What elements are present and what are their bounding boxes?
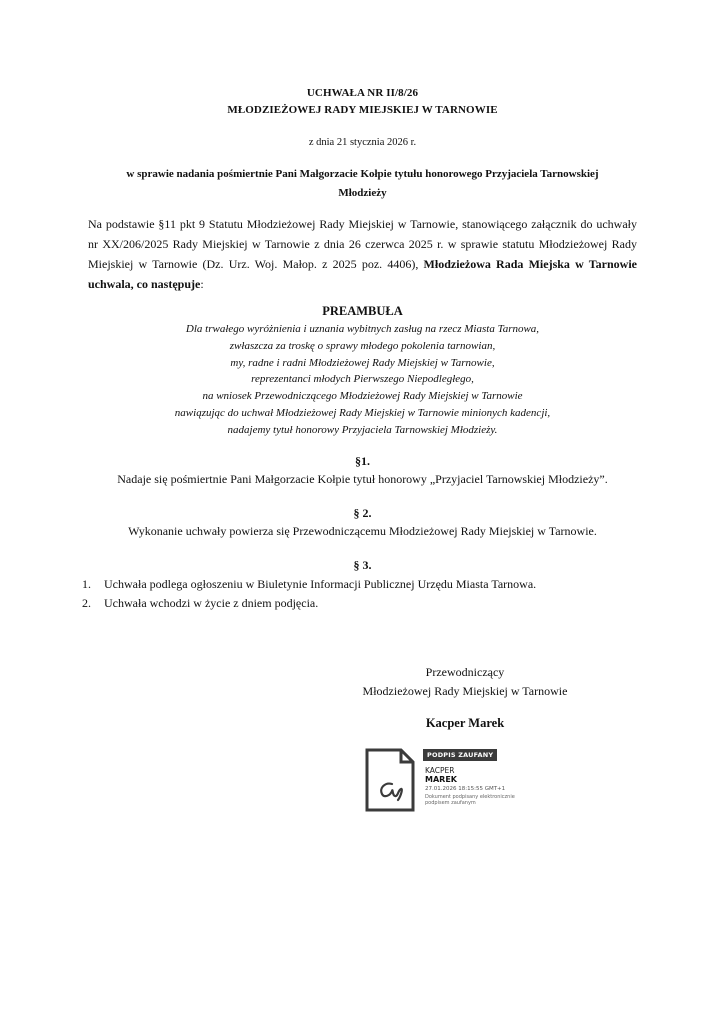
council-name: MŁODZIEŻOWEJ RADY MIEJSKIEJ W TARNOWIE — [227, 104, 498, 116]
signer-last-name: MAREK — [425, 775, 457, 784]
legal-basis-paragraph — [88, 214, 637, 294]
list-item-text: Uchwała wchodzi w życie z dniem podjęcia. — [104, 596, 319, 610]
resolution-subject — [88, 165, 637, 203]
signer-first-name: KACPER — [425, 766, 455, 775]
preamble-heading: PREAMBUŁA — [322, 304, 403, 318]
legal-basis-colon: : — [200, 277, 204, 291]
trusted-signature-stamp — [365, 748, 515, 814]
signatory-organization: Młodzieżowej Rady Miejskiej w Tarnowie — [362, 684, 568, 698]
preamble-text — [88, 321, 637, 439]
signed-document-icon — [365, 748, 415, 812]
preamble-line: na wniosek Przewodniczącego Młodzieżowej Rady Miejskiej w Tarnowie — [202, 390, 523, 403]
section-1-text: Nadaje się pośmiertnie Pani Małgorzacie Kołpie tytuł honorowy „Przyjaciel Tarnowskiej Młodzieży”. — [117, 472, 608, 486]
preamble-line: Dla trwałego wyróżnienia i uznania wybitnych zasług na rzecz Miasta Tarnowa, — [185, 323, 540, 335]
signatory-name: Kacper Marek — [425, 716, 505, 730]
legal-basis-enacting-clause: Młodzieżowa Rada Miejska w Tarnowie uchwala, co następuje — [88, 257, 637, 291]
subject-line: Młodzieży — [338, 187, 387, 199]
section-3-heading: § 3. — [353, 558, 372, 572]
list-item — [82, 594, 642, 613]
section-2-text: Wykonanie uchwały powierza się Przewodniczącemu Młodzieżowej Rady Miejskiej w Tarnowie. — [128, 524, 597, 538]
resolution-number: UCHWAŁA NR II/8/26 — [306, 87, 419, 99]
preamble-line: zwłaszcza za troskę o sprawy młodego pokolenia tarnowian, — [229, 339, 496, 352]
resolution-date: z dnia 21 stycznia 2026 r. — [308, 137, 417, 148]
section-2-heading: § 2. — [353, 506, 372, 520]
preamble-line: my, radne i radni Młodzieżowej Rady Miejskiej w Tarnowie, — [230, 356, 495, 369]
signature-timestamp: 27.01.2026 18:15:55 GMT+1 — [425, 786, 506, 792]
subject-line: w sprawie nadania pośmiertnie Pani Małgorzacie Kołpie tytułu honorowego Przyjaciela Tarnowskiej — [126, 168, 599, 180]
signatory-title: Przewodniczący — [425, 665, 505, 679]
section-3-list — [82, 575, 642, 613]
legal-basis-text: Na podstawie §11 pkt 9 Statutu Młodzieżowej Rady Miejskiej w Tarnowie, stanowiącego załącznik do uchwały nr XX/206/2025 Rady Miejskiej w Tarnowie z dnia 26 czerwca 2025 r. w sprawie statutu Młodzieżowej Rady Miejskiej w Tarnowie (Dz. Urz. Woj. Małop. z 2025 poz. 4406), — [88, 217, 637, 271]
list-item — [82, 575, 642, 594]
preamble-line: reprezentanci młodych Pierwszego Niepodległego, — [251, 373, 474, 386]
trusted-signature-badge: PODPIS ZAUFANY — [423, 749, 497, 761]
list-item-number: 2. — [82, 596, 91, 610]
section-1-heading: §1. — [355, 454, 370, 468]
list-item-number: 1. — [82, 577, 91, 591]
preamble-line: nawiązując do uchwał Młodzieżowej Rady Miejskiej w Tarnowie minionych kadencji, — [174, 406, 551, 419]
preamble-line: nadajemy tytuł honorowy Przyjaciela Tarnowskiej Młodzieży. — [227, 423, 498, 436]
list-item-text: Uchwała podlega ogłoszeniu w Biuletynie Informacji Publicznej Urzędu Miasta Tarnowa. — [104, 577, 537, 591]
signature-note: Dokument podpisany elektronicznie podpisem zaufanym — [425, 794, 515, 806]
signatory-role — [300, 663, 630, 701]
